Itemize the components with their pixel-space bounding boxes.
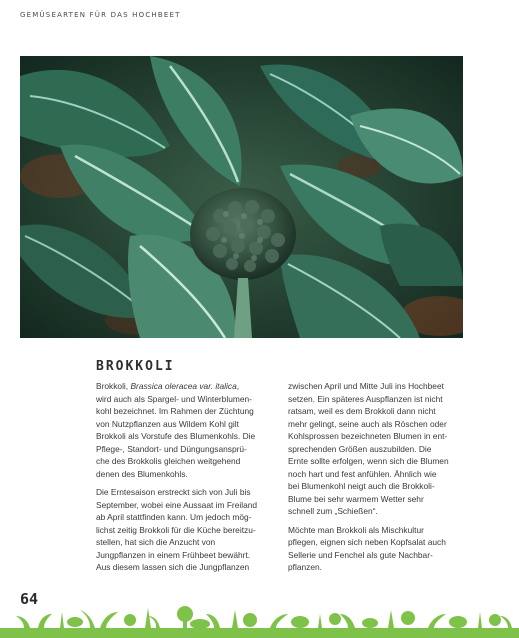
text-line: pflegen, eignen sich neben Kopfsalat auch xyxy=(288,537,446,547)
text-line: setzen. Ein späteres Auspflanzen ist nicht xyxy=(288,393,443,404)
text-line: noch hart und fest anfühlen. Ähnlich wie xyxy=(288,468,437,479)
text-line: Möchte man Brokkoli als Mischkultur xyxy=(288,524,424,535)
text-line: denen des Blumenkohls. xyxy=(96,468,188,479)
text-line: che des Brokkolis gleichen weitgehend xyxy=(96,456,241,466)
text-line: Pflege-, Standort- und Düngungsansprü- xyxy=(96,443,247,454)
text-line: Blume bei sehr warmem Wetter sehr xyxy=(288,493,424,504)
text-line: ab April stattfinden kann. Um jedoch mög- xyxy=(96,512,252,522)
paragraph xyxy=(96,380,274,480)
text-line: Jungpflanzen in einem Frühbeet bewährt. xyxy=(96,549,251,560)
text-line: ratsam, weil es dem Brokkoli dann nicht xyxy=(288,406,436,416)
text-line: bei Blumenkohl neigt auch die Brokkoli- xyxy=(288,481,435,491)
text-line: sprechenden Größen auszubilden. Die xyxy=(288,443,432,454)
text-line: lichst zeitig Brokkoli für die Küche bereitzu- xyxy=(96,524,256,535)
text-line: Brokkoli als Vorstufe des Blumenkohls. Die xyxy=(96,431,256,441)
plant-silhouette-footer xyxy=(0,594,519,638)
text-line: mehr gelingt, seine auch als Röschen oder xyxy=(288,418,447,429)
text-line: stellen, hat sich die Anzucht von xyxy=(96,537,216,547)
text-line: von Nutzpflanzen aus Wildem Kohl gilt xyxy=(96,418,239,429)
text-column-left xyxy=(96,380,274,580)
paragraph xyxy=(96,486,274,574)
broccoli-illustration xyxy=(20,56,463,338)
text-line: wird auch als Spargel- und Winterblumen- xyxy=(96,393,252,404)
text-line: zwischen April und Mitte Juli ins Hochbeet xyxy=(288,381,444,391)
text-line: Kohlsprossen bezeichneten Blumen in ent- xyxy=(288,431,448,441)
text-line: Ernte sollte erfolgen, wenn sich die Blumen xyxy=(288,456,449,466)
text-line: schnell zum „Schießen“. xyxy=(288,506,378,516)
text-line: kohl bezeichnet. Im Rahmen der Züchtung xyxy=(96,406,254,416)
text-line: Die Erntesaison erstreckt sich von Juli bis xyxy=(96,487,251,497)
text-column-right xyxy=(288,380,466,580)
running-head: GEMÜSEARTEN FÜR DAS HOCHBEET xyxy=(20,11,181,19)
text-line: pflanzen. xyxy=(288,562,322,572)
text-line: Aus diesem lassen sich die Jungpflanzen xyxy=(96,562,250,572)
broccoli-photo xyxy=(20,56,463,338)
plant-silhouette-graphic xyxy=(0,594,519,638)
text-line: Sellerie und Fenchel als gute Nachbar- xyxy=(288,549,433,560)
paragraph xyxy=(288,524,466,574)
latin-name: Brassica oleracea var. italica xyxy=(130,381,237,391)
text-line: Brokkoli, Brassica oleracea var. italica, xyxy=(96,381,240,391)
section-heading: BROKKOLI xyxy=(96,359,175,374)
page-number: 64 xyxy=(20,590,39,608)
paragraph xyxy=(288,380,466,518)
text-line: September, wobei eine Aussaat im Freiland xyxy=(96,499,258,510)
